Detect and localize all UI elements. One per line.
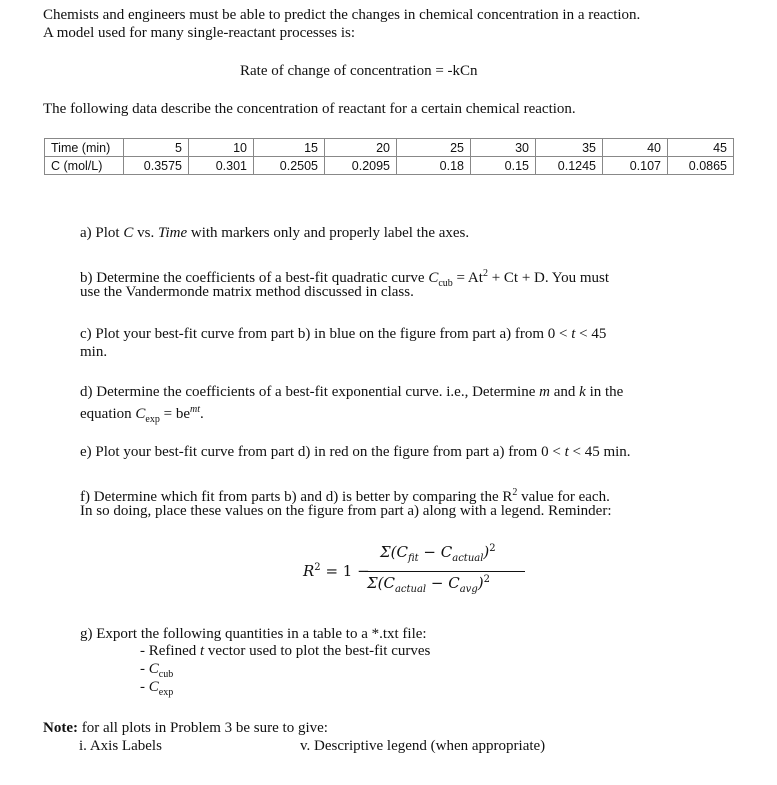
conc-cell: 0.15 — [471, 157, 536, 175]
part-e-text: e) Plot your best-fit curve from part d) in red on the figure from part a) from 0 < — [80, 444, 565, 460]
formula-num-sub-actual: actual — [452, 553, 484, 564]
part-f-superscript: 2 — [512, 487, 518, 498]
conc-cell: 0.2505 — [254, 157, 325, 175]
part-b-line-2: use the Vandermonde matrix method discussed in class. — [80, 284, 414, 300]
note-item-i: i. Axis Labels — [79, 738, 162, 754]
part-f-text: f) Determine which fit from parts b) and d) is better by comparing the R — [80, 489, 513, 505]
part-e-t: t — [564, 444, 569, 460]
part-d-line-2 — [80, 401, 204, 429]
part-c-text: c) Plot your best-fit curve from part b) in blue on the figure from part a) from 0 < — [80, 326, 572, 342]
part-d-and: and — [549, 384, 580, 400]
formula-equals: = 1 − — [320, 562, 370, 580]
formula-num-start: Σ(C — [380, 543, 408, 561]
part-d-eq: = be — [159, 406, 190, 422]
part-d-m: m — [539, 384, 550, 400]
time-cell: 30 — [471, 139, 536, 157]
part-d-equation-word: equation — [80, 406, 136, 422]
intro-line-1: Chemists and engineers must be able to predict the changes in chemical concentration in a reaction. — [43, 7, 641, 23]
part-a — [80, 224, 469, 242]
part-c-line-2: min. — [80, 344, 108, 360]
part-d-exponent: mt — [190, 404, 200, 415]
formula-fraction-bar — [365, 571, 525, 572]
formula-den-square: 2 — [483, 574, 490, 585]
time-cell: 5 — [124, 139, 189, 157]
formula-denominator — [367, 574, 490, 595]
formula-lhs — [303, 562, 370, 580]
time-cell: 40 — [603, 139, 668, 157]
part-g-item-3-symbol: C — [148, 679, 159, 695]
time-cell: 35 — [536, 139, 603, 157]
part-b-eq-end: + Ct + D. You must — [487, 270, 610, 286]
part-e-text-end: < 45 min. — [568, 444, 631, 460]
part-g: g) Export the following quantities in a table to a *.txt file: — [80, 626, 427, 642]
formula-r-sup: 2 — [314, 562, 321, 573]
formula-num-minus: − C — [418, 543, 453, 561]
conc-row — [45, 157, 734, 175]
data-table — [44, 138, 734, 175]
time-cell: 10 — [189, 139, 254, 157]
part-d-k: k — [579, 384, 586, 400]
time-row-label: Time (min) — [45, 139, 124, 157]
conc-cell: 0.0865 — [668, 157, 734, 175]
part-a-c: C — [123, 225, 134, 241]
part-d-end: . — [200, 406, 204, 422]
part-b-exponent: 2 — [482, 268, 488, 279]
conc-cell: 0.2095 — [325, 157, 397, 175]
part-g-item-2-symbol: C — [148, 661, 159, 677]
part-c-t: t — [571, 326, 576, 342]
conc-cell: 0.3575 — [124, 157, 189, 175]
part-g-item-3-dash: - — [140, 679, 149, 695]
formula-num-sub-fit: fit — [407, 553, 419, 564]
formula-num-end: ) — [483, 543, 490, 561]
formula-numerator — [380, 543, 496, 564]
time-cell: 15 — [254, 139, 325, 157]
formula-den-sub-avg: avg — [459, 584, 478, 595]
part-d-symbol: C — [135, 406, 146, 422]
formula-num-square: 2 — [489, 543, 496, 554]
part-e — [80, 443, 631, 461]
part-a-vs: vs. — [133, 225, 158, 241]
part-b-eq: = At — [452, 270, 483, 286]
part-g-item-2-dash: - — [140, 661, 149, 677]
conc-cell: 0.301 — [189, 157, 254, 175]
part-a-text: a) Plot — [80, 225, 124, 241]
part-d-subscript: exp — [145, 414, 160, 425]
intro-line-2: A model used for many single-reactant processes is: — [43, 25, 355, 41]
part-g-item-1-text: - Refined — [140, 643, 200, 659]
part-g-item-2-subscript: cub — [158, 669, 174, 680]
part-c — [80, 325, 606, 343]
conc-cell: 0.18 — [397, 157, 471, 175]
part-b-subscript: cub — [438, 278, 453, 289]
part-f-text-end: value for each. — [517, 489, 610, 505]
data-intro: The following data describe the concentration of reactant for a certain chemical reaction. — [43, 101, 576, 117]
time-cell: 45 — [668, 139, 734, 157]
conc-row-label: C (mol/L) — [45, 157, 124, 175]
note-item-v: v. Descriptive legend (when appropriate) — [300, 738, 546, 754]
part-g-item-1 — [140, 642, 430, 660]
time-cell: 20 — [325, 139, 397, 157]
part-b-symbol: C — [428, 270, 439, 286]
formula-den-minus: − C — [426, 574, 460, 592]
formula-den-end: ) — [477, 574, 484, 592]
part-b-text: b) Determine the coefficients of a best-fit quadratic curve — [80, 270, 429, 286]
part-a-text-end: with markers only and properly label the axes. — [187, 225, 470, 241]
formula-r: R — [303, 562, 315, 580]
part-g-item-3 — [140, 678, 173, 702]
formula-den-start: Σ(C — [367, 574, 395, 592]
part-g-item-1-t: t — [199, 643, 205, 659]
note-text: for all plots in Problem 3 be sure to give: — [77, 720, 328, 736]
part-d-in: in the — [585, 384, 624, 400]
note — [43, 719, 328, 737]
note-title: Note: — [43, 720, 78, 736]
time-cell: 25 — [397, 139, 471, 157]
part-g-item-3-subscript: exp — [158, 687, 174, 698]
part-f-line-2: In so doing, place these values on the figure from part a) along with a legend. Reminder: — [80, 503, 612, 519]
model-equation: Rate of change of concentration = -kCn — [240, 63, 478, 79]
part-d — [80, 383, 623, 401]
time-row — [45, 139, 734, 157]
part-a-time: Time — [157, 225, 188, 241]
part-c-text-end: < 45 — [575, 326, 607, 342]
conc-cell: 0.1245 — [536, 157, 603, 175]
conc-cell: 0.107 — [603, 157, 668, 175]
part-g-item-1-text-end: vector used to plot the best-fit curves — [204, 643, 431, 659]
part-d-text: d) Determine the coefficients of a best-fit exponential curve. i.e., Determine — [80, 384, 540, 400]
formula-den-sub-actual: actual — [394, 584, 427, 595]
